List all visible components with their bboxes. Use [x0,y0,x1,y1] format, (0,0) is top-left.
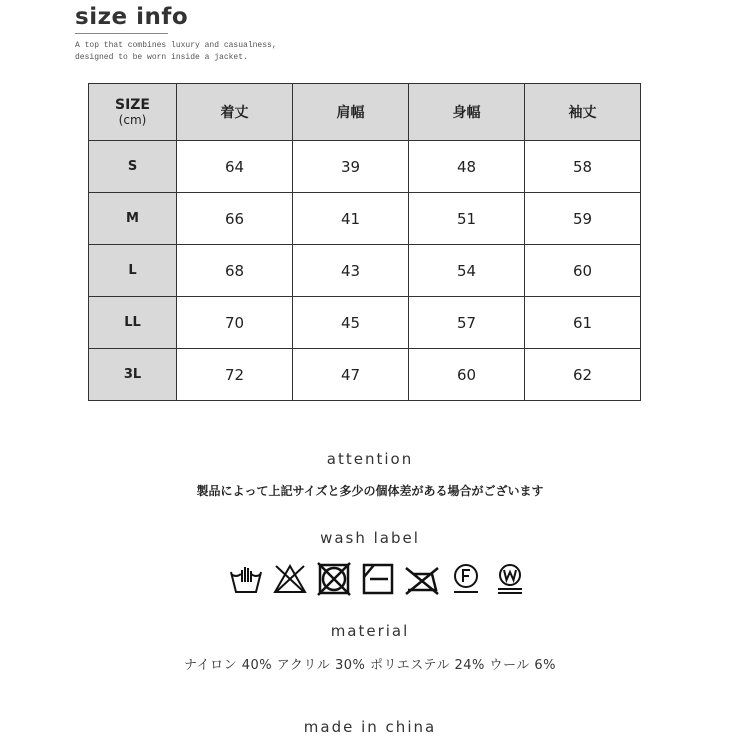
cell: 41 [293,193,409,245]
cell: 66 [177,193,293,245]
description-line: A top that combines luxury and casualness, [75,41,277,50]
column-header: 肩幅 [293,84,409,141]
cell: 57 [409,297,525,349]
cell: 68 [177,245,293,297]
column-header: 着丈 [177,84,293,141]
table-row [89,297,641,349]
row-size: L [89,245,177,297]
row-size: M [89,193,177,245]
table-row [89,349,641,401]
table-header-row [89,84,641,141]
dry-clean-f-icon [448,562,484,596]
row-size: LL [89,297,177,349]
cell: 51 [409,193,525,245]
table-row [89,193,641,245]
cell: 54 [409,245,525,297]
row-size: 3L [89,349,177,401]
row-size: S [89,141,177,193]
cell: 64 [177,141,293,193]
line-dry-shade-icon [360,562,396,596]
description [75,40,277,64]
attention-heading: attention [326,450,414,468]
cell: 70 [177,297,293,349]
no-tumble-dry-icon [316,562,352,596]
material-text: ナイロン 40% アクリル 30% ポリエステル 24% ウール 6% [183,658,556,673]
column-header: 身幅 [409,84,525,141]
description-line: designed to be worn inside a jacket. [75,53,248,62]
cell: 43 [293,245,409,297]
material-heading: material [330,622,410,640]
no-iron-icon [404,562,440,596]
cell: 58 [525,141,641,193]
cell: 48 [409,141,525,193]
cell: 60 [525,245,641,297]
page-title: size info [75,4,189,30]
table-row [89,141,641,193]
title-underline [75,33,168,34]
size-header [89,84,177,141]
size-table [88,83,641,401]
cell: 59 [525,193,641,245]
size-label: SIZE [114,97,150,113]
table-row [89,245,641,297]
cell: 61 [525,297,641,349]
cell: 60 [409,349,525,401]
origin-text: made in china [303,718,437,736]
wet-clean-w-icon [492,562,528,596]
column-header: 袖丈 [525,84,641,141]
no-bleach-icon [272,562,308,596]
cell: 47 [293,349,409,401]
unit-label: (cm) [118,113,147,127]
wash-icons [228,562,528,596]
attention-text: 製品によって上記サイズと多少の個体差がある場合がございます [196,484,544,498]
cell: 45 [293,297,409,349]
cell: 39 [293,141,409,193]
wash-label-heading: wash label [320,529,420,547]
cell: 62 [525,349,641,401]
cell: 72 [177,349,293,401]
hand-wash-icon [228,562,264,596]
